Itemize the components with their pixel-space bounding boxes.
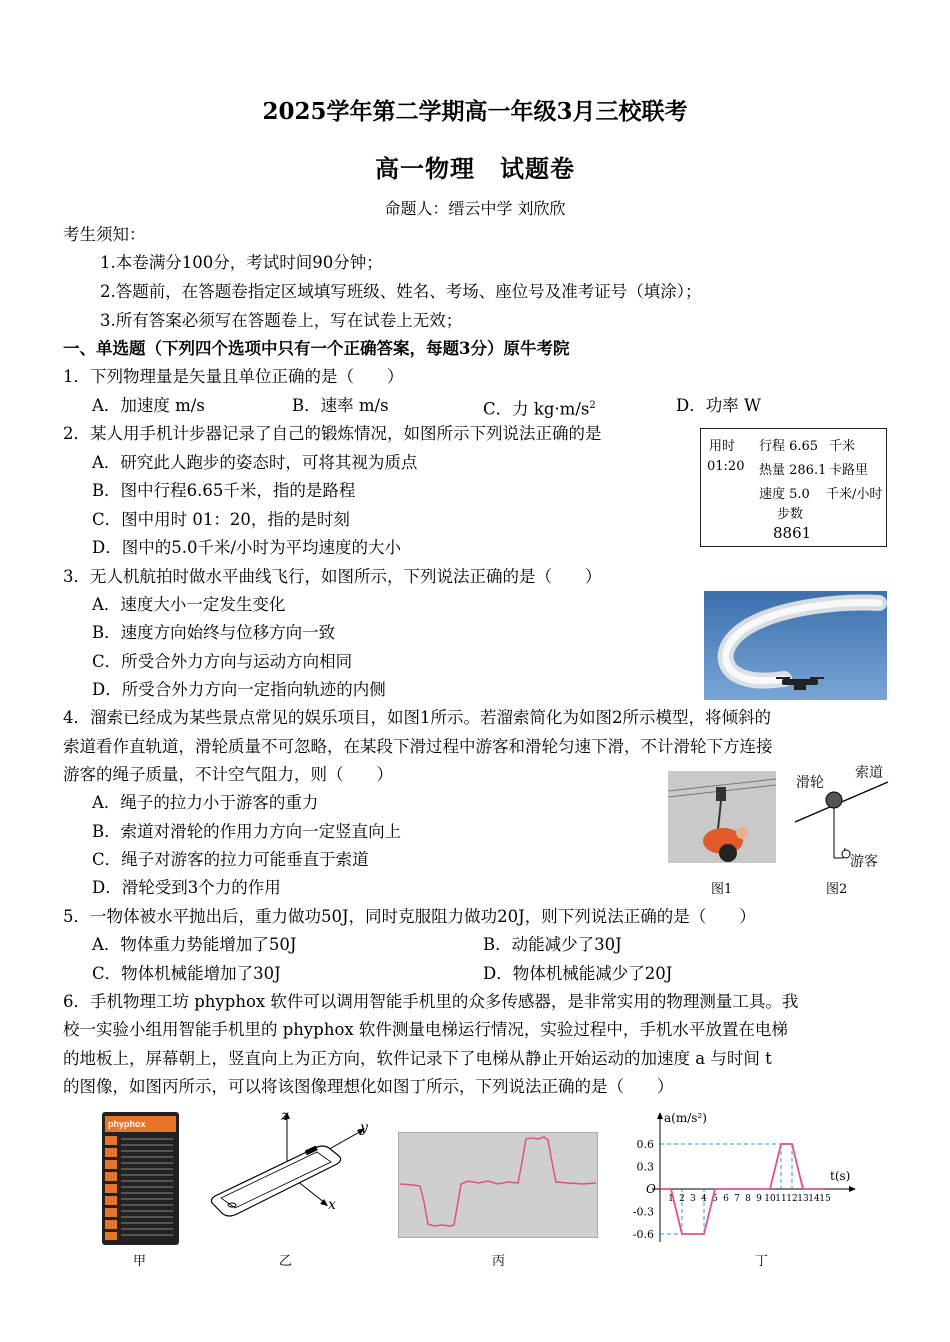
- q6-stem: 的地板上，屏幕朝上，竖直向上为正方向，软件记录下了电梯从静止开始运动的加速度 a 与时间 t: [63, 1049, 772, 1068]
- app-list: [121, 1138, 173, 1238]
- distance-unit: 千米: [829, 439, 856, 454]
- q1-stem: 1．下列物理量是矢量且单位正确的是（ ）: [63, 367, 404, 386]
- axis-y-label: y: [360, 1120, 368, 1136]
- q2-option-b: B．图中行程6.65千米，指的是路程: [92, 481, 356, 500]
- notice-item: 3.所有答案必须写在答题卷上，写在试卷上无效；: [100, 311, 463, 330]
- exam-subtitle: 高一物理 试题卷: [375, 154, 575, 183]
- x-tick-label: 9: [756, 1194, 762, 1204]
- q1-option-d: D．功率 W: [676, 396, 761, 415]
- q2-option-a: A．研究此人跑步的姿态时，可将其视为质点: [92, 453, 418, 472]
- axis-z-label: z: [281, 1108, 289, 1124]
- q4-stem: 游客的绳子质量，不计空气阻力，则（ ）: [63, 765, 393, 784]
- x-tick-label: 15: [819, 1194, 831, 1204]
- x-tick-label: 4: [701, 1194, 707, 1204]
- q3-option-a: A．速度大小一定发生变化: [92, 595, 286, 614]
- q5-option-c: C．物体机械能增加了30J: [92, 964, 281, 983]
- x-tick-label: 6: [723, 1194, 729, 1204]
- app-icon-column: [105, 1136, 117, 1240]
- q2-option-d: D．图中的5.0千米/小时为平均速度的大小: [92, 538, 402, 557]
- x-tick-label: 12: [786, 1194, 798, 1204]
- fig-ding-caption: 丁: [755, 1254, 769, 1269]
- x-tick-label: 7: [734, 1194, 740, 1204]
- time-value: 01:20: [707, 459, 745, 474]
- q6-stem: 6．手机物理工坊 phyphox 软件可以调用智能手机里的众多传感器，是非常实用的物理测量工具。我: [63, 992, 799, 1011]
- q2-option-c: C．图中用时 01：20，指的是时刻: [92, 510, 350, 529]
- steps-label: 步数: [777, 507, 804, 522]
- exam-title: 2025学年第二学期高一年级3月三校联考: [262, 98, 688, 125]
- x-tick-label: 3: [690, 1194, 696, 1204]
- x-tick-label: 11: [775, 1194, 787, 1204]
- y-tick-label: -0.3: [632, 1205, 654, 1219]
- y-tick-label: 0.3: [636, 1160, 654, 1174]
- drone-photo: [704, 591, 887, 700]
- q4-option-c: C．绳子对游客的拉力可能垂直于索道: [92, 850, 369, 869]
- q3-option-b: B．速度方向始终与位移方向一致: [92, 623, 336, 642]
- q5-option-d: D．物体机械能减少了20J: [483, 964, 673, 983]
- speed-unit: 千米/小时: [826, 487, 883, 502]
- label-pulley: 滑轮: [796, 775, 824, 791]
- notice-heading: 考生须知：: [63, 225, 146, 244]
- q4-stem: 索道看作直轨道，滑轮质量不可忽略，在某段下滑过程中游客和滑轮匀速下滑，不计滑轮下方连接: [63, 737, 773, 756]
- y-axis-label: a(m/s²): [664, 1111, 707, 1125]
- app-name: phyphox: [105, 1116, 176, 1132]
- exam-author: 命题人：缙云中学 刘欣欣: [384, 199, 566, 218]
- q3-option-c: C．所受合外力方向与运动方向相同: [92, 652, 353, 671]
- phyphox-app-screenshot: [102, 1112, 179, 1245]
- label-tourist: 游客: [850, 854, 878, 870]
- x-tick-label: 1: [668, 1194, 674, 1204]
- x-tick-label: 2: [679, 1194, 685, 1204]
- origin-label: O: [646, 1182, 656, 1196]
- calorie-value: 热量 286.1: [759, 463, 827, 478]
- q3-option-d: D．所受合外力方向一定指向轨迹的内侧: [92, 680, 386, 699]
- q5-option-b: B．动能减少了30J: [483, 935, 622, 954]
- q3-stem: 3．无人机航拍时做水平曲线飞行，如图所示，下列说法正确的是（ ）: [63, 567, 602, 586]
- notice-item: 1.本卷满分100分，考试时间90分钟；: [100, 253, 383, 272]
- fig-yi-caption: 乙: [279, 1254, 293, 1269]
- q4-option-a: A．绳子的拉力小于游客的重力: [92, 793, 319, 812]
- axis-x-label: x: [328, 1197, 336, 1213]
- zipline-photo: [668, 771, 776, 863]
- q2-stem: 2．某人用手机计步器记录了自己的锻炼情况，如图所示下列说法正确的是: [63, 424, 602, 443]
- speed-value: 速度 5.0: [759, 487, 810, 502]
- y-tick-label: 0.6: [636, 1138, 654, 1151]
- q1-option-a: A．加速度 m/s: [92, 396, 205, 415]
- x-tick-label: 14: [808, 1194, 820, 1204]
- x-tick-label: 8: [745, 1194, 751, 1204]
- x-axis-arrow: [849, 1186, 856, 1192]
- distance-value: 行程 6.65: [759, 439, 819, 454]
- phone-axes-diagram: [205, 1108, 375, 1248]
- fig1-caption: 图1: [711, 882, 733, 897]
- calorie-unit: 卡路里: [829, 463, 869, 478]
- notice-item: 2.答题前，在答题卷指定区域填写班级、姓名、考场、座位号及准考证号（填涂）；: [100, 282, 702, 301]
- q4-option-b: B．索道对滑轮的作用力方向一定竖直向上: [92, 822, 402, 841]
- x-tick-label: 5: [712, 1194, 718, 1204]
- q1-option-b: B．速率 m/s: [292, 396, 389, 415]
- x-tick-label: 10: [764, 1194, 776, 1204]
- q1-option-c: C．力 $kg\cdot m/s^2$: [483, 399, 596, 419]
- y-axis-arrow: [657, 1112, 663, 1119]
- y-tick-label: -0.6: [632, 1228, 654, 1241]
- x-axis-label: t(s): [830, 1169, 851, 1183]
- q4-option-d: D．滑轮受到3个力的作用: [92, 878, 281, 897]
- q6-stem: 的图像，如图丙所示，可以将该图像理想化如图丁所示，下列说法正确的是（ ）: [63, 1077, 674, 1096]
- fig-jia-caption: 甲: [133, 1254, 147, 1269]
- pedometer-figure: [700, 428, 887, 547]
- section-heading: 一、单选题（下列四个选项中只有一个正确答案，每题3分）原牛考院: [63, 339, 570, 358]
- steps-value: 8861: [773, 524, 812, 542]
- x-tick-label: 13: [797, 1194, 809, 1204]
- q5-stem: 5．一物体被水平抛出后，重力做功50J，同时克服阻力做功20J，则下列说法正确的是（ ）: [63, 907, 756, 926]
- q5-option-a: A．物体重力势能增加了50J: [92, 935, 297, 954]
- q6-stem: 校一实验小组用智能手机里的 phyphox 软件测量电梯运行情况，实验过程中，手机水平放置在电梯: [63, 1020, 788, 1039]
- idealized-acceleration-chart: [620, 1108, 865, 1248]
- recorded-acceleration-plot: [398, 1132, 598, 1238]
- fig-bing-caption: 丙: [492, 1254, 506, 1269]
- time-label: 用时: [709, 439, 736, 454]
- fig2-caption: 图2: [826, 882, 848, 897]
- q4-stem: 4．溜索已经成为某些景点常见的娱乐项目，如图1所示。若溜索简化为如图2所示模型，将倾斜的: [63, 708, 771, 727]
- label-cable: 索道: [855, 765, 883, 781]
